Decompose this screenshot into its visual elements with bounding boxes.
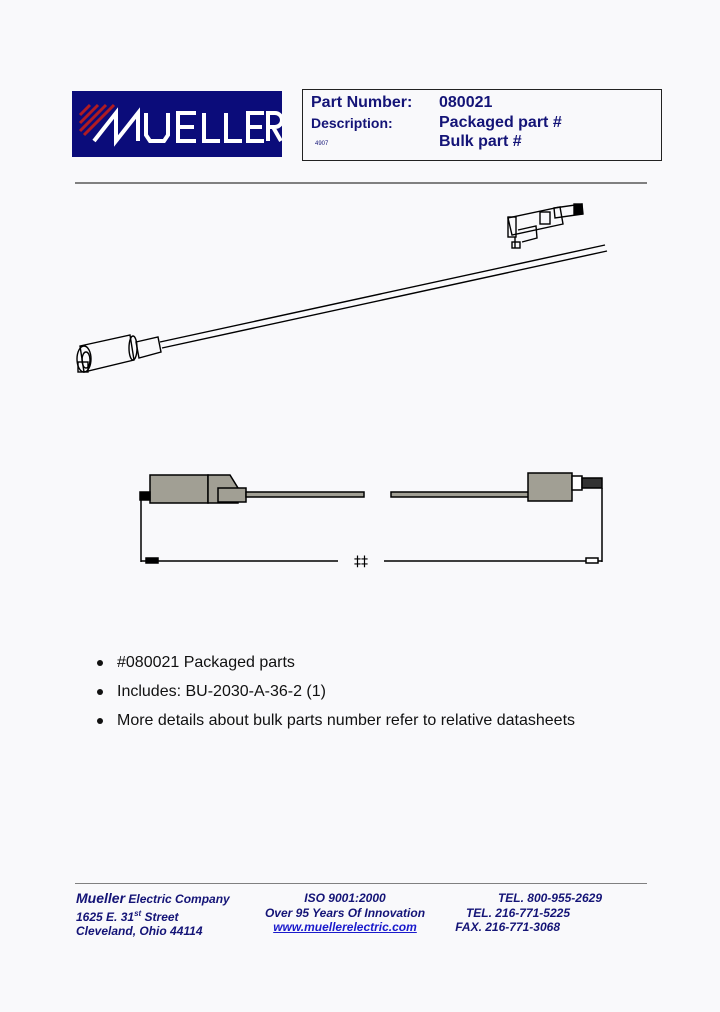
phone-tollfree: TEL. 800-955-2629 bbox=[497, 891, 602, 905]
feature-text: Includes: BU-2030-A-36-2 (1) bbox=[117, 683, 326, 700]
bullet-icon bbox=[97, 718, 103, 724]
footer-divider bbox=[75, 883, 647, 884]
feature-item bbox=[95, 710, 575, 739]
logo-graphic bbox=[72, 91, 282, 157]
cable-isometric-drawing bbox=[60, 190, 690, 390]
company-name bbox=[76, 891, 230, 907]
header-divider bbox=[75, 182, 647, 184]
tagline: Over 95 Years Of Innovation bbox=[264, 905, 426, 920]
iso-certification: ISO 9001:2000 bbox=[304, 891, 386, 905]
feature-item bbox=[95, 681, 575, 710]
website-link[interactable]: www.muellerelectric.com bbox=[273, 920, 417, 934]
fax-number: FAX. 216-771-3068 bbox=[455, 920, 560, 934]
part-number-label: Part Number: bbox=[311, 94, 413, 111]
description-bulk: Bulk part # bbox=[439, 133, 522, 150]
feature-text: More details about bulk parts number refer to relative datasheets bbox=[117, 712, 576, 729]
part-number-value: 080021 bbox=[439, 94, 493, 111]
document-code: 4907 bbox=[315, 141, 329, 147]
feature-item bbox=[95, 652, 575, 681]
break-symbol: ‡‡ bbox=[354, 554, 368, 570]
cable-profile-drawing bbox=[130, 460, 610, 580]
phone-local: TEL. 216-771-5225 bbox=[465, 905, 570, 920]
footer-center bbox=[260, 891, 430, 935]
part-info-box bbox=[302, 89, 662, 161]
street-name: Street bbox=[141, 909, 179, 924]
company-suffix: Electric Company bbox=[125, 892, 230, 906]
bullet-icon bbox=[97, 689, 103, 695]
footer-contact bbox=[452, 891, 602, 935]
description-packaged: Packaged part # bbox=[439, 114, 562, 131]
feature-list bbox=[95, 652, 575, 739]
description-label: Description: bbox=[311, 115, 393, 131]
bullet-icon bbox=[97, 660, 103, 666]
city-state-zip: Cleveland, Ohio 44114 bbox=[76, 924, 203, 938]
street-number: 1625 E. 31 bbox=[76, 909, 135, 924]
footer-address bbox=[76, 891, 230, 939]
mueller-logo bbox=[72, 91, 282, 157]
feature-text: #080021 Packaged parts bbox=[117, 654, 295, 671]
ordinal-suffix: st bbox=[134, 908, 142, 918]
street-address bbox=[76, 907, 230, 925]
company-brand: Mueller bbox=[76, 890, 126, 906]
